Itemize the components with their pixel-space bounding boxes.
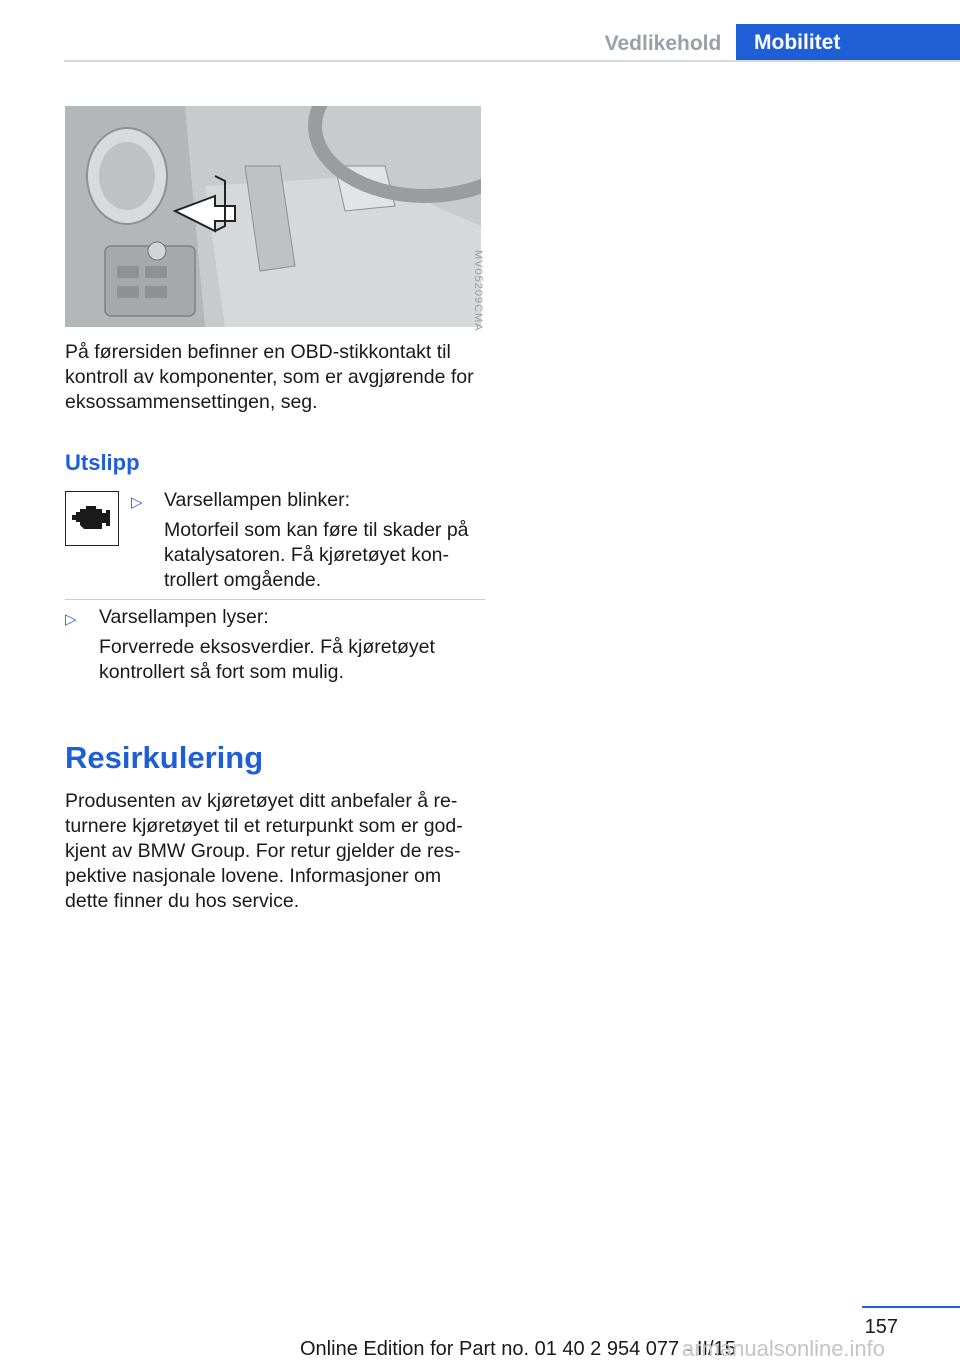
edition-footer: Online Edition for Part no. 01 40 2 954 077 - II/15 [300, 1338, 736, 1360]
page-number-rule [862, 1306, 960, 1308]
tab-vedlikehold[interactable]: Vedlikehold [604, 31, 722, 55]
intro-paragraph: På førersiden befinner en OBD-stikkontakt til kontroll av komponenter, som er avgjørende for eksossammensettingen, seg. [65, 341, 474, 413]
page-number: 157 [864, 1316, 898, 1338]
item-divider [65, 599, 485, 600]
item-1-detail: Motorfeil som kan føre til skader på katalysatoren. Få kjøretøyet kon-trollert omgående. [164, 519, 469, 591]
header-divider [64, 60, 960, 62]
figure-code: MV05209CMA [472, 250, 484, 332]
resirkulering-heading: Resirkulering [65, 740, 264, 775]
item-2-title: Varsellampen lyser: [99, 606, 269, 628]
item-2-detail: Forverrede eksosverdier. Få kjøretøyet kontrollert så fort som mulig. [99, 636, 435, 683]
item-1-title: Varsellampen blinker: [164, 489, 351, 511]
resirkulering-paragraph: Produsenten av kjøretøyet ditt anbefaler å re-turnere kjøretøyet til et returpunkt som er god-kjent av BMW Group. For retur gjelder de res-pektive nasjonale lovene. Informasjoner om dette finner du hos service. [65, 790, 463, 912]
utslipp-heading: Utslipp [65, 450, 140, 475]
tab-mobilitet[interactable]: Mobilitet [736, 24, 960, 62]
engine-check-icon [65, 491, 119, 546]
obd-socket-photo [65, 106, 481, 327]
bullet-icon: ▷ [65, 611, 77, 628]
bullet-icon: ▷ [131, 494, 143, 511]
watermark: armanualsonline.info [682, 1336, 886, 1361]
